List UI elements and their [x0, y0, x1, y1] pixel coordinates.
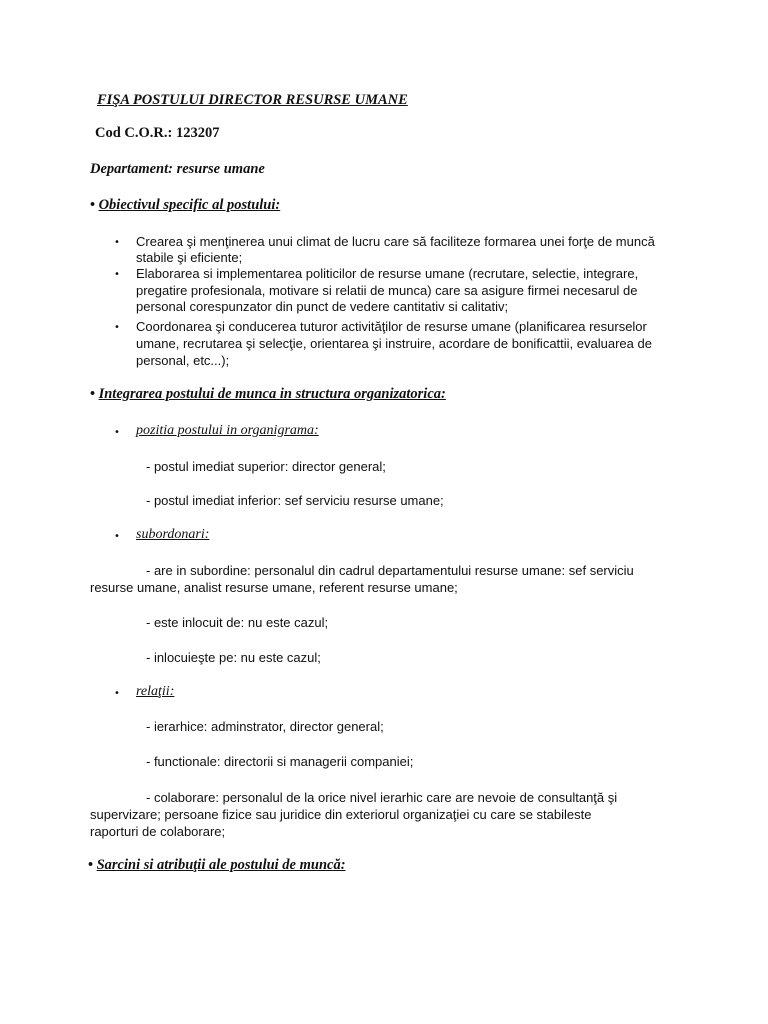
list-item-line: umane, recrutarea şi selecţie, orientarea şi instruire, acordare de bonificattii, evaluarea de — [136, 336, 652, 351]
departament: Departament: resurse umane — [90, 161, 265, 177]
section-bullet: • — [90, 197, 96, 213]
section-obiectiv-heading — [90, 197, 280, 214]
relatii-ierarhice: - ierarhice: adminstrator, director general; — [146, 719, 384, 734]
section-integrare-heading — [90, 386, 446, 403]
list-bullet: • — [114, 427, 120, 438]
section-bullet: • — [88, 857, 94, 873]
list-item-line: personal, etc...); — [136, 353, 230, 368]
relatii-label: relaţii: — [136, 684, 175, 699]
cod-cor: Cod C.O.R.: 123207 — [95, 125, 220, 141]
list-bullet: • — [114, 322, 120, 333]
section-bullet: • — [90, 386, 96, 402]
section-heading-text: Sarcini si atribuţii ale postului de muncă: — [96, 857, 346, 873]
list-item-line: Crearea şi menţinerea unui climat de lucru care să faciliteze formarea unei forţe de muncă — [136, 234, 655, 249]
list-item-line: stabile şi eficiente; — [136, 250, 243, 265]
relatii-colaborare-line: raporturi de colaborare; — [90, 824, 226, 839]
list-bullet: • — [114, 237, 120, 248]
pozitia-label: pozitia postului in organigrama: — [136, 423, 319, 438]
postul-superior: - postul imediat superior: director general; — [146, 459, 386, 474]
list-bullet: • — [114, 269, 120, 280]
list-item-line: Elaborarea si implementarea politicilor de resurse umane (recrutare, selectie, integrare, — [136, 266, 639, 281]
subordine-line: - are in subordine: personalul din cadrul departamentului resurse umane: sef serviciu — [146, 563, 634, 578]
relatii-colaborare-line: supervizare; persoane fizice sau juridice din exteriorul organizaţiei cu care se stabileste — [90, 807, 592, 822]
list-item-line: Coordonarea şi conducerea tuturor activităţilor de resurse umane (planificarea resurselor — [136, 319, 647, 334]
list-bullet: • — [114, 531, 120, 542]
subordine-line: resurse umane, analist resurse umane, referent resurse umane; — [90, 580, 458, 595]
list-item-line: pregatire profesionala, motivare si relatii de munca) care sa asigure firmei necesarul de — [136, 283, 638, 298]
relatii-functionale: - functionale: directorii si managerii companiei; — [146, 754, 414, 769]
inlocuit-de: - este inlocuit de: nu este cazul; — [146, 615, 329, 630]
inlocuieste-pe: - inlocuieşte pe: nu este cazul; — [146, 650, 321, 665]
document-title: FIŞA POSTULUI DIRECTOR RESURSE UMANE — [97, 92, 408, 108]
section-heading-text: Obiectivul specific al postului: — [98, 197, 281, 213]
list-bullet: • — [114, 688, 120, 699]
subordonari-label: subordonari: — [136, 527, 210, 542]
postul-inferior: - postul imediat inferior: sef serviciu resurse umane; — [146, 493, 444, 508]
section-sarcini-heading — [88, 857, 346, 874]
section-heading-text: Integrarea postului de munca in structura organizatorica: — [98, 386, 446, 402]
relatii-colaborare-line: - colaborare: personalul de la orice nivel ierarhic care are nevoie de consultanţă şi — [146, 790, 618, 805]
list-item-line: personal corespunzator din punct de vedere cantitativ si calitativ; — [136, 299, 509, 314]
